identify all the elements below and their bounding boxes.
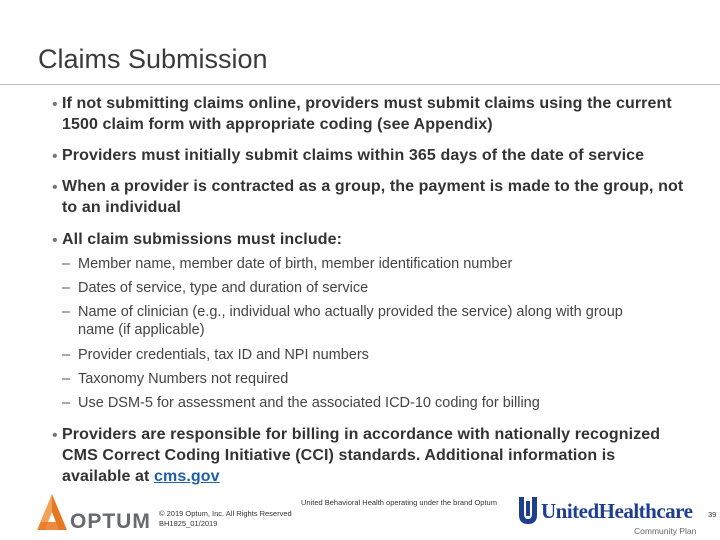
doc-code: BH1825_01/2019 bbox=[159, 519, 218, 528]
uhc-wordmark: UnitedHealthcare bbox=[541, 499, 693, 523]
uhc-logo-icon bbox=[517, 493, 539, 527]
bullet-marker: • bbox=[52, 96, 58, 113]
optum-wordmark: OPTUM bbox=[70, 510, 151, 533]
bullet-group-payment: When a provider is contracted as a group, the payment is made to the group, not to an individual bbox=[62, 178, 684, 216]
slide-title: Claims Submission bbox=[38, 44, 268, 74]
copyright-text: © 2019 Optum, Inc. All Rights Reserved bbox=[159, 509, 292, 518]
sub-item-dsm5: – Use DSM-5 for assessment and the associated ICD-10 coding for billing bbox=[62, 395, 540, 411]
bullet-marker: • bbox=[52, 427, 58, 444]
sub-item-clinician-name-cont: name (if applicable) bbox=[78, 322, 205, 338]
optum-logo-icon bbox=[35, 492, 69, 532]
bullet-billing-standards: Providers are responsible for billing in accordance with nationally recognized CMS Correct Coding Initiative (CCI) standards. Additional information is available at cms.gov bbox=[62, 426, 661, 485]
bullet-marker: • bbox=[52, 148, 58, 165]
bullet-paper-claims: If not submitting claims online, providers must submit claims using the current 1500 claim form with appropriate coding (see Appendix) bbox=[62, 95, 672, 133]
bullet-marker: • bbox=[52, 232, 58, 249]
page-number: 39 bbox=[708, 510, 717, 519]
title-divider bbox=[0, 84, 720, 85]
sub-item-dates-of-service: – Dates of service, type and duration of service bbox=[62, 280, 369, 296]
sub-item-credentials: – Provider credentials, tax ID and NPI numbers bbox=[62, 347, 369, 363]
cms-link[interactable]: cms.gov bbox=[154, 468, 220, 485]
bullet-claim-requirements: All claim submissions must include: bbox=[62, 231, 343, 248]
uhc-community-plan: Community Plan bbox=[634, 526, 697, 536]
operating-note: United Behavioral Health operating under the brand Optum bbox=[301, 498, 497, 507]
bullet-timely-filing: Providers must initially submit claims within 365 days of the date of service bbox=[62, 147, 645, 164]
sub-item-clinician-name: – Name of clinician (e.g., individual who actually provided the service) along with group bbox=[62, 304, 623, 320]
bullet-marker: • bbox=[52, 179, 58, 196]
sub-item-member-info: – Member name, member date of birth, member identification number bbox=[62, 256, 513, 272]
sub-item-taxonomy: – Taxonomy Numbers not required bbox=[62, 371, 289, 387]
